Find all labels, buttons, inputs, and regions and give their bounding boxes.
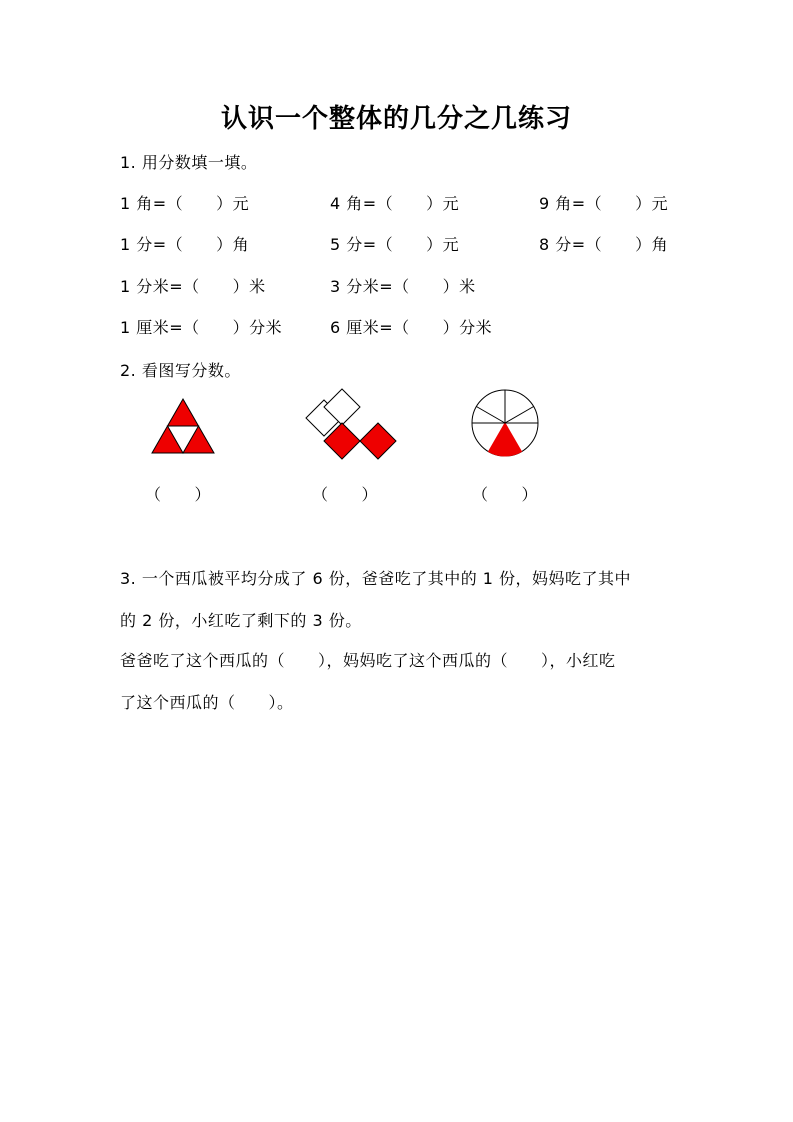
circle-figure <box>470 388 540 458</box>
square-bottom-right-shaded <box>360 423 396 459</box>
q2-answer-1: （ ） <box>145 485 212 504</box>
page-title: 认识一个整体的几分之几练习 <box>220 104 572 134</box>
triangle-figure <box>150 398 216 454</box>
q1-item-4-2: 6 厘米=（ ）分米 <box>330 318 493 337</box>
q2-answer-3: （ ） <box>472 485 539 504</box>
question-3-line-4: 了这个西瓜的（ ）。 <box>120 693 294 712</box>
q1-item-4-1: 1 厘米=（ ）分米 <box>120 318 283 337</box>
q1-item-3-1: 1 分米=（ ）米 <box>120 277 266 296</box>
q1-item-1-1: 1 角=（ ）元 <box>120 194 250 213</box>
q1-item-2-3: 8 分=（ ）角 <box>539 235 669 254</box>
question-3-line-3: 爸爸吃了这个西瓜的（ ），妈妈吃了这个西瓜的（ ），小红吃 <box>120 651 616 670</box>
q1-item-2-1: 1 分=（ ）角 <box>120 235 250 254</box>
q1-item-3-2: 3 分米=（ ）米 <box>330 277 476 296</box>
q2-answer-2: （ ） <box>312 485 379 504</box>
squares-figure <box>305 388 397 464</box>
question-2-heading: 2. 看图写分数。 <box>120 361 241 380</box>
question-1-heading: 1. 用分数填一填。 <box>120 153 258 172</box>
question-3-line-1: 3. 一个西瓜被平均分成了 6 份，爸爸吃了其中的 1 份，妈妈吃了其中 <box>120 569 632 588</box>
q1-item-2-2: 5 分=（ ）元 <box>330 235 460 254</box>
question-3-line-2: 的 2 份，小红吃了剩下的 3 份。 <box>120 611 362 630</box>
q1-item-1-2: 4 角=（ ）元 <box>330 194 460 213</box>
q1-item-1-3: 9 角=（ ）元 <box>539 194 669 213</box>
